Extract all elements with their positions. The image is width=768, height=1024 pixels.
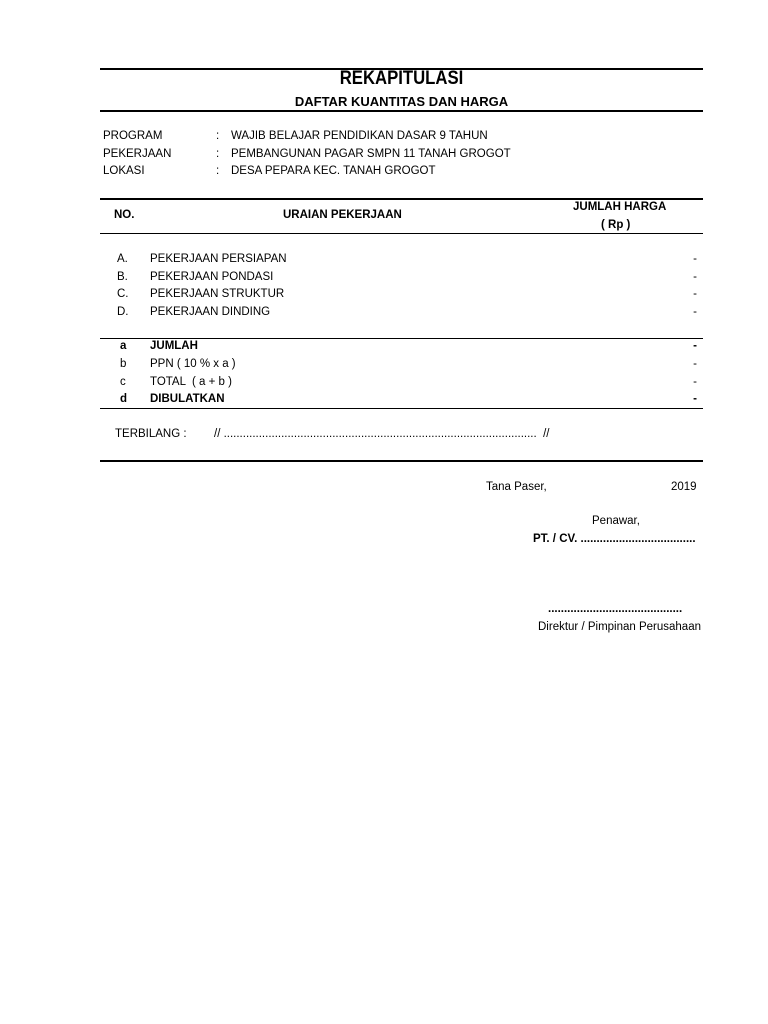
row-amount: -: [693, 271, 697, 283]
table-top-rule: [100, 198, 703, 200]
info-label-pekerjaan: PEKERJAAN: [103, 148, 172, 160]
summary-desc: PPN ( 10 % x a ): [150, 358, 236, 370]
signature-name-line: ..........................................: [548, 603, 683, 615]
row-no: D.: [117, 306, 129, 318]
info-sep-program: :: [216, 130, 220, 142]
signature-role: Penawar,: [592, 515, 640, 527]
document-title: REKAPITULASI: [339, 68, 464, 89]
terbilang-label: TERBILANG :: [115, 428, 187, 440]
row-no: A.: [117, 253, 128, 265]
col-header-uraian: URAIAN PEKERJAAN: [283, 209, 402, 221]
row-desc: PEKERJAAN STRUKTUR: [150, 288, 285, 300]
summary-amount: -: [693, 393, 697, 405]
summary-desc: TOTAL ( a + b ): [150, 376, 232, 388]
info-sep-pekerjaan: :: [216, 148, 220, 160]
col-header-no: NO.: [114, 209, 135, 221]
terbilang-bottom-rule: [100, 460, 703, 462]
summary-amount: -: [693, 376, 697, 388]
summary-desc: JUMLAH: [150, 340, 198, 352]
signature-company: PT. / CV. ....................................: [533, 533, 696, 545]
info-label-lokasi: LOKASI: [103, 165, 145, 177]
summary-no: b: [120, 358, 127, 370]
table-bottom-rule: [100, 408, 703, 409]
row-amount: -: [693, 306, 697, 318]
signature-title: Direktur / Pimpinan Perusahaan: [538, 621, 701, 633]
col-header-harga-1: JUMLAH HARGA: [573, 201, 667, 213]
header-bottom-rule: [100, 110, 703, 112]
signature-year: 2019: [671, 481, 697, 493]
summary-amount: -: [693, 358, 697, 370]
info-value-pekerjaan: PEMBANGUNAN PAGAR SMPN 11 TANAH GROGOT: [231, 148, 511, 160]
document-subtitle: DAFTAR KUANTITAS DAN HARGA: [294, 94, 509, 109]
table-header-rule: [100, 233, 703, 234]
summary-no: c: [120, 376, 126, 388]
summary-desc: DIBULATKAN: [150, 393, 225, 405]
signature-place: Tana Paser,: [486, 481, 547, 493]
summary-no: a: [120, 340, 127, 352]
info-value-lokasi: DESA PEPARA KEC. TANAH GROGOT: [231, 165, 436, 177]
row-no: B.: [117, 271, 128, 283]
row-amount: -: [693, 288, 697, 300]
summary-top-rule: [100, 338, 703, 339]
info-value-program: WAJIB BELAJAR PENDIDIKAN DASAR 9 TAHUN: [231, 130, 488, 142]
summary-no: d: [120, 393, 128, 405]
row-desc: PEKERJAAN PONDASI: [150, 271, 274, 283]
row-no: C.: [117, 288, 129, 300]
info-label-program: PROGRAM: [103, 130, 163, 142]
summary-amount: -: [693, 340, 697, 352]
terbilang-value: // .................................................................................................. //: [214, 428, 550, 440]
col-header-harga-2: ( Rp ): [601, 219, 631, 231]
row-desc: PEKERJAAN DINDING: [150, 306, 271, 318]
row-amount: -: [693, 253, 697, 265]
row-desc: PEKERJAAN PERSIAPAN: [150, 253, 287, 265]
info-sep-lokasi: :: [216, 165, 220, 177]
